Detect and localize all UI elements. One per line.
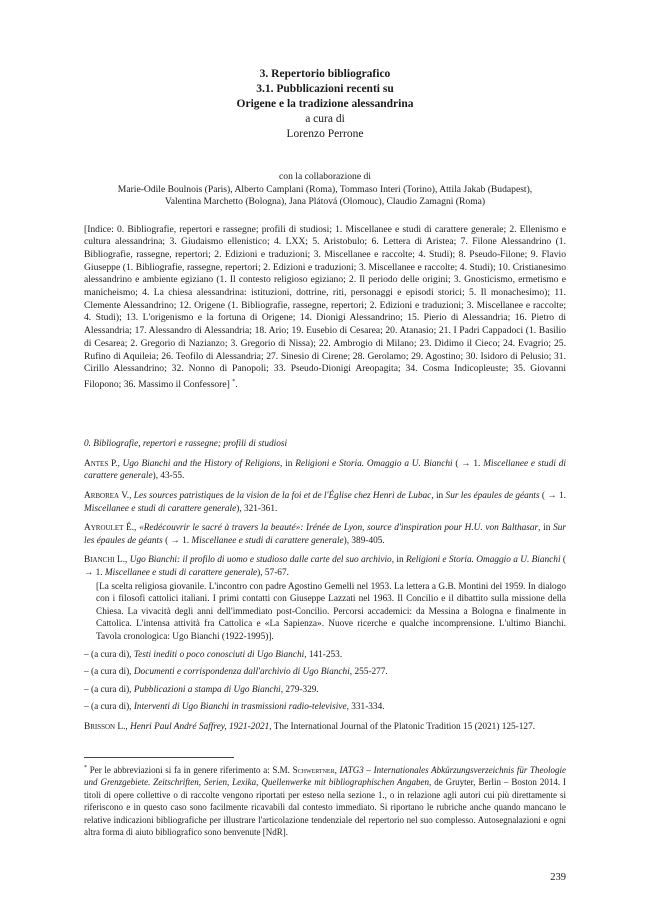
footnote-marker: * <box>84 765 87 771</box>
page-body <box>84 0 566 734</box>
heading-line-3: Origene e la tradizione alessandrina <box>236 98 414 110</box>
page-number: 239 <box>550 872 566 883</box>
collaboration-names-2: Valentina Marchetto (Bologna), Jana Plátová (Olomouc), Claudio Zamagni (Roma) <box>164 196 486 207</box>
index-text: [Indice: 0. Bibliografie, repertori e rassegne; profili di studiosi; 1. Miscellanee e studi di carattere generale; 2. Ellenismo e cultura alessandrina; 3. Giudaismo ellenistico; 4. LXX; 5. Aristobulo; 6. Lettera di Aristea; 7. Filone Alessandrino (1. Bibliografie, rassegne, repertori; 2. Edizioni e traduzioni; 3. Miscellanee e raccolte; 4. Studi); 8. Pseudo-Filone; 9. Flavio Giuseppe (1. Bibliografie, rassegne, repertori; 2. Edizioni e traduzioni; 3. Miscellanee e raccolte; 4. Studi); 10. Cristianesimo alessandrino e ambiente egiziano (1. Il contesto religioso egiziano; 2. Il periodo delle origini; 3. Gnosticismo, ermetismo e manicheismo; 4. La chiesa alessandrina: istituzioni, dottrine, riti, personaggi e episodi storici; 5. Il monachesimo); 11. Clemente Alessandrino; 12. Origene (1. Bibliografie, rassegne, repertori; 2. Edizioni e traduzioni; 3. Miscellanee e raccolte; 4. Studi); 13. L'origenismo e la fortuna di Origene; 14. Dionigi Alessandrino; 15. Pierio di Alessandria; 16. Pietro di Alessandria; 17. Alessandro di Alessandria; 18. Ario; 19. Eusebio di Cesarea; 20. Atanasio; 21. I Padri Cappadoci (1. Basilio di Cesarea; 2. Gregorio di Nazianzo; 3. Gregorio di Nissa); 22. Ambrogio di Milano; 23. Didimo il Cieco; 24. Evagrio; 25. Rufino di Aquileia; 26. Teofilo di Alessandria; 27. Sinesio di Cirene; 28. Gerolamo; 29. Agostino; 30. Isidoro di Pelusio; 31. Cirillo Alessandrino; 32. Nonno di Panopoli; 33. Pseudo-Dionigi Areopagita; 34. Cosma Indicopleuste; 35. Giovanni Filopono; 36. Massimo il Confessore] <box>84 223 566 391</box>
bib-entry-dash: – (a cura di), Interventi di Ugo Bianchi in trasmissioni radio-televisive, 331-334. <box>84 702 385 713</box>
footnote: * Per le abbreviazioni si fa in genere riferimento a: S.M. Schwertner, IATG3 – Internationales Abkürzungsverzeichnis für Theologie und Grenzgebiete. Zeitschriften, Serien, Lexika, Quellenwerke mit bibliographischen Angaben, de Gruyter, Berlin – Boston 2014. I titoli di opere collettive o di raccolte vengono riportati per esteso nella sezione 1., o in relazione agli autori cui più direttamente si riferiscono e in questo caso sono facilmente ricavabili dal contesto immediato. Si riportano le rubriche anche quando mancano le relative indicazioni bibliografiche per illustrare l'articolazione tendenziale del repertorio nel suo complesso. Autosegnalazioni e ogni altra forma di aiuto bibliografico sono benvenute [NdR]. <box>84 765 567 838</box>
bib-entry: Antes P., Ugo Bianchi and the History of Religions, in Religioni e Storia. Omaggio a U. Bianchi ( → 1. Miscellanee e studi di carattere generale), 43-55. <box>84 458 566 482</box>
bib-entry: Ayroulet É., «Redécouvrir le sacré à travers la beauté»: Irénée de Lyon, source d'inspiration pour H.U. von Balthasar, in Sur les épaules de géants ( → 1. Miscellanee e studi di carattere generale), 389-405. <box>84 523 566 546</box>
collaboration-names-1: Marie-Odile Boulnois (Paris), Alberto Camplani (Roma), Tommaso Interi (Torino), Attila Jakab (Budapest), <box>117 183 533 195</box>
section-title: 0. Bibliografie, repertori e rassegne; profili di studiosi <box>84 438 288 449</box>
footnote-marker: * <box>232 378 236 385</box>
bib-entry-dash: – (a cura di), Testi inediti o poco conosciuti di Ugo Bianchi, 141-253. <box>84 649 343 660</box>
bib-entry-dash: – (a cura di), Documenti e corrispondenza dall'archivio di Ugo Bianchi, 255-277. <box>84 667 388 678</box>
collaboration-block <box>84 171 566 209</box>
bib-entry: Brisson L., Henri Paul André Saffrey, 1921-2021, The International Journal of the Platonic Tradition 15 (2021) 125-127. <box>84 721 536 732</box>
heading-line-1: 3. Repertorio bibliografico <box>259 68 391 80</box>
bib-entry-dash: – (a cura di), Pubblicazioni a stampa di Ugo Bianchi, 279-329. <box>84 684 319 695</box>
heading-line-4: a cura di <box>305 113 345 125</box>
bib-entry: Bianchi L., Ugo Bianchi: il profilo di uomo e studioso dalle carte del suo archivio, in Religioni e Storia. Omaggio a U. Bianchi ( → 1. Miscellanee e studi di carattere generale), 57-67. <box>84 555 566 578</box>
bib-entry: Arborea V., Les sources patristiques de la vision de la foi et de l'Église chez Henri de Lubac, in Sur les épaules de géants ( → 1. Miscellanee e studi di carattere generale), 321-361. <box>84 491 566 514</box>
heading-line-2: 3.1. Pubblicazioni recenti su <box>256 83 394 95</box>
collaboration-intro: con la collaborazione di <box>279 171 371 182</box>
index-paragraph: [Indice: 0. Bibliografie, repertori e rassegne; profili di studiosi; 1. Miscellanee e studi di carattere generale; 2. Ellenismo e cultura alessandrina; 3. Giudaismo ellenistico; 4. LXX; 5. Aristobulo; 6. Lettera di Aristea; 7. Filone Alessandrino (1. Bibliografie, rassegne, repertori; 2. Edizioni e traduzioni; 3. Miscellanee e raccolte; 4. Studi); 8. Pseudo-Filone; 9. Flavio Giuseppe (1. Bibliografie, rassegne, repertori; 2. Edizioni e traduzioni; 3. Miscellanee e raccolte; 4. Studi); 10. Cristianesimo alessandrino e ambiente egiziano (1. Il contesto religioso egiziano; 2. Il periodo delle origini; 3. Gnosticismo, ermetismo e manicheismo; 4. La chiesa alessandrina: istituzioni, dottrine, riti, personaggi e episodi storici; 5. Il monachesimo); 11. Clemente Alessandrino; 12. Origene (1. Bibliografie, rassegne, repertori; 2. Edizioni e traduzioni; 3. Miscellanee e raccolte; 4. Studi); 13. L'origenismo e la fortuna di Origene; 14. Dionigi Alessandrino; 15. Pierio di Alessandria; 16. Pietro di Alessandria; 17. Alessandro di Alessandria; 18. Ario; 19. Eusebio di Cesarea; 20. Atanasio; 21. I Padri Cappadoci (1. Basilio di Cesarea; 2. Gregorio di Nazianzo; 3. Gregorio di Nissa); 22. Ambrogio di Milano; 23. Didimo il Cieco; 24. Evagrio; 25. Rufino di Aquileia; 26. Teofilo di Alessandria; 27. Sinesio di Cirene; 28. Gerolamo; 29. Agostino; 30. Isidoro di Pelusio; 31. Cirillo Alessandrino; 32. Nonno di Panopoli; 33. Pseudo-Dionigi Areopagita; 34. Cosma Indicopleuste; 35. Giovanni Filopono; 36. Massimo il Confessore] *. <box>84 223 566 391</box>
footnote-rule <box>84 757 234 758</box>
article-heading <box>84 67 566 142</box>
editor-name: Lorenzo Perrone <box>286 128 364 140</box>
entry-annotation: [La scelta religiosa giovanile. L'incontro con padre Agostino Gemelli nel 1953. La lettera a G.B. Montini del 1959. In dialogo con i filosofi cattolici italiani. I primi contatti con Giuseppe Lazzati nel 1963. Il Concilio e il dibattito sulla missione della Chiesa. La vivacità degli anni dell'immediato post-Concilio. Percorsi accademici: da Messina a Bologna e finalmente in Cattolica. L'intensa attività fra Cattolica e «La Sapienza». Nuove ricerche e qualche incomprensione. L'ultimo Bianchi. Tavola cronologica: Ugo Bianchi (1922-1995)]. <box>96 581 566 642</box>
